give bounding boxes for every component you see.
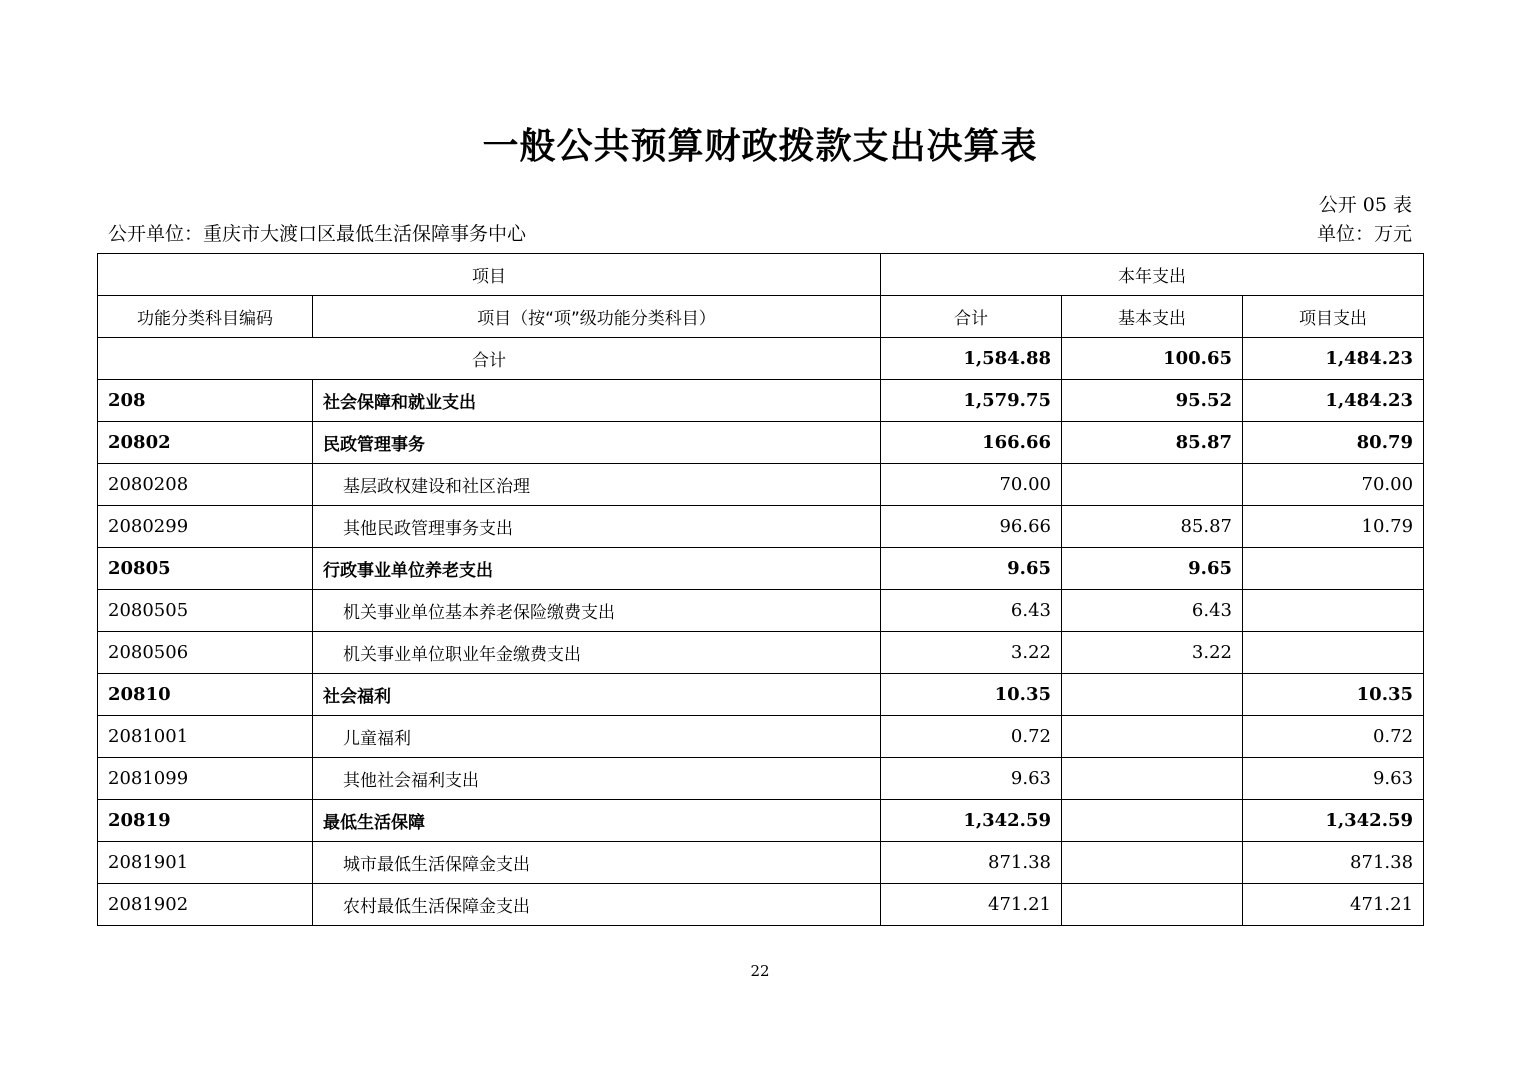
row-basic xyxy=(1062,464,1243,506)
row-project: 80.79 xyxy=(1243,422,1424,464)
row-name: 民政管理事务 xyxy=(313,422,881,464)
reporting-unit: 公开单位：重庆市大渡口区最低生活保障事务中心 xyxy=(108,223,527,245)
table-row xyxy=(98,380,1424,422)
row-project xyxy=(1243,548,1424,590)
table-row xyxy=(98,842,1424,884)
row-project xyxy=(1243,632,1424,674)
row-total: 70.00 xyxy=(881,464,1062,506)
table-row xyxy=(98,632,1424,674)
row-code: 208 xyxy=(98,380,313,422)
row-project xyxy=(1243,590,1424,632)
row-name: 基层政权建设和社区治理 xyxy=(313,464,881,506)
row-name: 其他民政管理事务支出 xyxy=(313,506,881,548)
header-total: 合计 xyxy=(881,296,1062,338)
row-basic: 85.87 xyxy=(1062,422,1243,464)
row-total: 96.66 xyxy=(881,506,1062,548)
header-basic: 基本支出 xyxy=(1062,296,1243,338)
row-name: 机关事业单位基本养老保险缴费支出 xyxy=(313,590,881,632)
row-name: 儿童福利 xyxy=(313,716,881,758)
row-name: 社会福利 xyxy=(313,674,881,716)
row-total: 9.63 xyxy=(881,758,1062,800)
table-row xyxy=(98,758,1424,800)
total-project: 1,484.23 xyxy=(1243,338,1424,380)
row-code: 2080505 xyxy=(98,590,313,632)
row-name: 农村最低生活保障金支出 xyxy=(313,884,881,926)
row-total: 1,342.59 xyxy=(881,800,1062,842)
header-row-group xyxy=(98,254,1424,296)
row-total: 871.38 xyxy=(881,842,1062,884)
row-total: 1,579.75 xyxy=(881,380,1062,422)
header-expense-group: 本年支出 xyxy=(881,254,1424,296)
row-name: 城市最低生活保障金支出 xyxy=(313,842,881,884)
header-code: 功能分类科目编码 xyxy=(98,296,313,338)
table-row xyxy=(98,464,1424,506)
header-name: 项目（按“项”级功能分类科目） xyxy=(313,296,881,338)
table-body xyxy=(98,254,1424,926)
total-label: 合计 xyxy=(98,338,881,380)
row-basic xyxy=(1062,716,1243,758)
row-project: 9.63 xyxy=(1243,758,1424,800)
row-project: 10.79 xyxy=(1243,506,1424,548)
page-title: 一般公共预算财政拨款支出决算表 xyxy=(482,126,1038,167)
table-row xyxy=(98,716,1424,758)
row-total: 9.65 xyxy=(881,548,1062,590)
table-row xyxy=(98,422,1424,464)
row-project: 1,342.59 xyxy=(1243,800,1424,842)
row-total: 3.22 xyxy=(881,632,1062,674)
table-row xyxy=(98,884,1424,926)
table-row xyxy=(98,674,1424,716)
total-row xyxy=(98,338,1424,380)
row-project: 1,484.23 xyxy=(1243,380,1424,422)
row-code: 20805 xyxy=(98,548,313,590)
row-code: 2081001 xyxy=(98,716,313,758)
row-total: 471.21 xyxy=(881,884,1062,926)
row-total: 10.35 xyxy=(881,674,1062,716)
header-project: 项目支出 xyxy=(1243,296,1424,338)
row-code: 2081902 xyxy=(98,884,313,926)
row-code: 2081099 xyxy=(98,758,313,800)
row-basic: 3.22 xyxy=(1062,632,1243,674)
row-code: 2081901 xyxy=(98,842,313,884)
row-basic xyxy=(1062,884,1243,926)
table-row xyxy=(98,800,1424,842)
row-basic: 6.43 xyxy=(1062,590,1243,632)
row-name: 最低生活保障 xyxy=(313,800,881,842)
table-row xyxy=(98,590,1424,632)
row-basic xyxy=(1062,800,1243,842)
row-basic xyxy=(1062,842,1243,884)
form-number: 公开 05 表 xyxy=(1318,194,1412,216)
header-row-columns xyxy=(98,296,1424,338)
row-name: 行政事业单位养老支出 xyxy=(313,548,881,590)
page-number: 22 xyxy=(750,962,770,980)
row-basic: 9.65 xyxy=(1062,548,1243,590)
expenditure-table xyxy=(97,253,1424,926)
row-code: 2080208 xyxy=(98,464,313,506)
row-name: 机关事业单位职业年金缴费支出 xyxy=(313,632,881,674)
row-total: 6.43 xyxy=(881,590,1062,632)
currency-unit: 单位：万元 xyxy=(1316,223,1412,245)
total-total: 1,584.88 xyxy=(881,338,1062,380)
row-project: 871.38 xyxy=(1243,842,1424,884)
row-total: 0.72 xyxy=(881,716,1062,758)
row-code: 2080299 xyxy=(98,506,313,548)
row-project: 0.72 xyxy=(1243,716,1424,758)
row-basic xyxy=(1062,758,1243,800)
row-total: 166.66 xyxy=(881,422,1062,464)
table-row xyxy=(98,548,1424,590)
table-row xyxy=(98,506,1424,548)
row-basic: 85.87 xyxy=(1062,506,1243,548)
header-item-group: 项目 xyxy=(98,254,881,296)
row-code: 2080506 xyxy=(98,632,313,674)
total-basic: 100.65 xyxy=(1062,338,1243,380)
row-basic: 95.52 xyxy=(1062,380,1243,422)
row-project: 471.21 xyxy=(1243,884,1424,926)
row-code: 20819 xyxy=(98,800,313,842)
row-code: 20810 xyxy=(98,674,313,716)
row-name: 社会保障和就业支出 xyxy=(313,380,881,422)
row-name: 其他社会福利支出 xyxy=(313,758,881,800)
row-project: 70.00 xyxy=(1243,464,1424,506)
row-project: 10.35 xyxy=(1243,674,1424,716)
row-code: 20802 xyxy=(98,422,313,464)
row-basic xyxy=(1062,674,1243,716)
